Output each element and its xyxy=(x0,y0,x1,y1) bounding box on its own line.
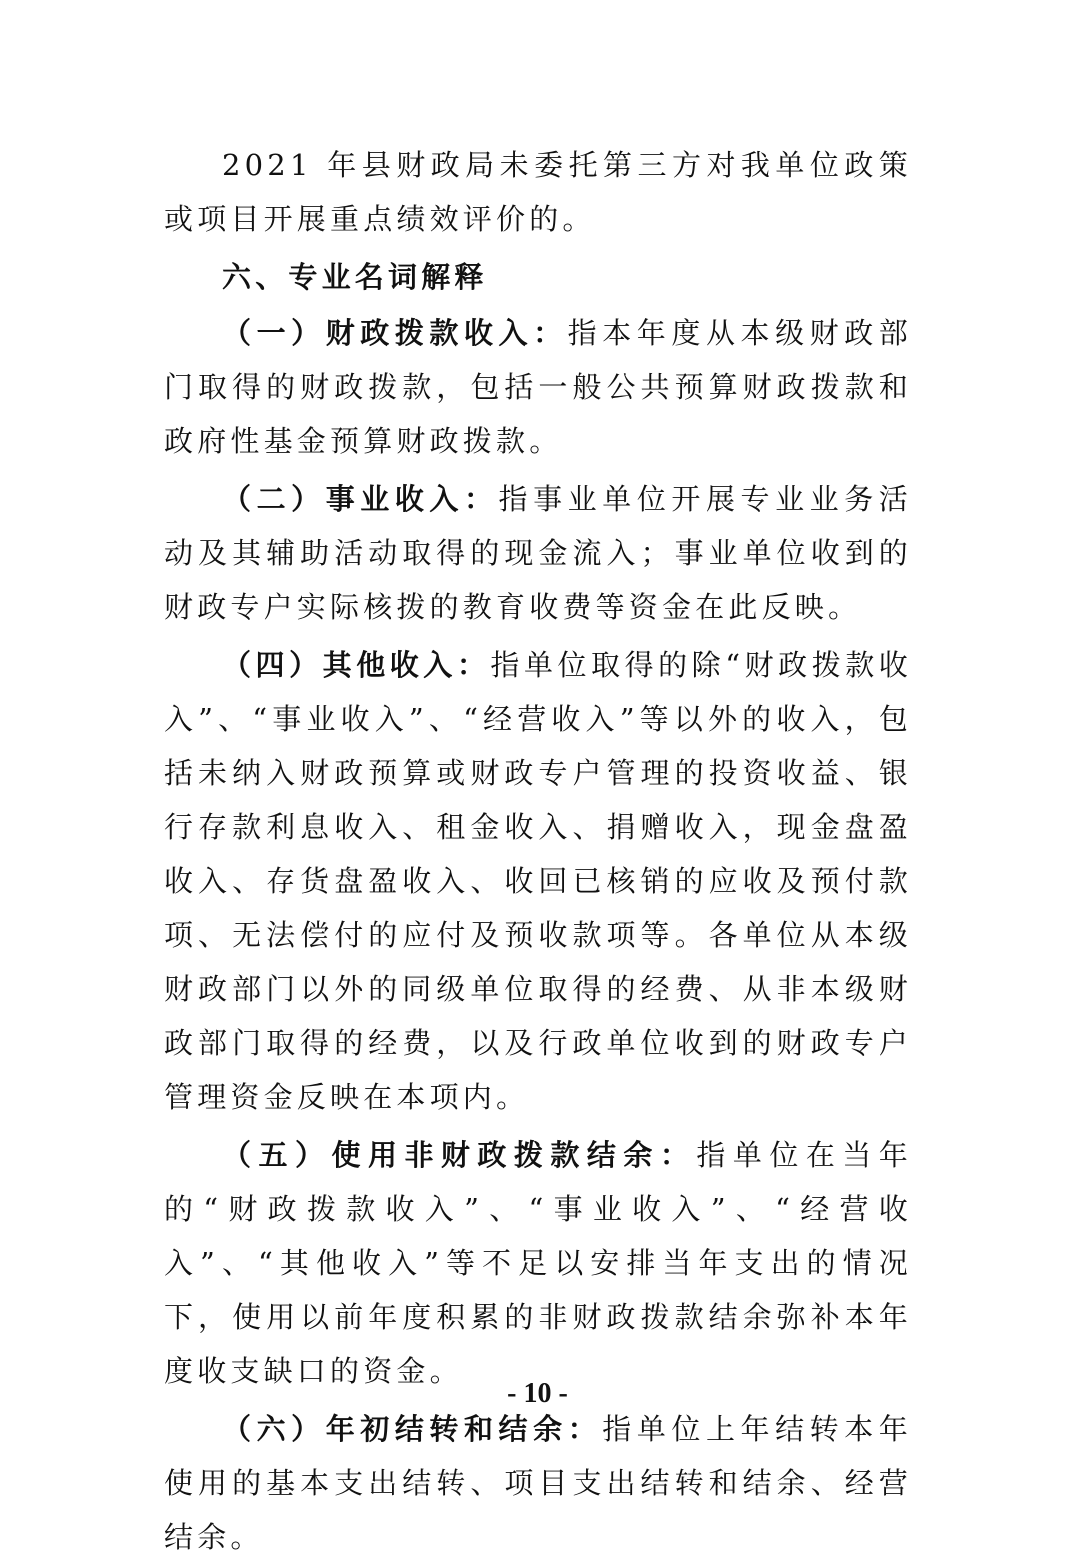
definition-text: 指单位在当年的“财政拨款收入”、“事业收入”、“经营收入”、“其他收入”等不足以安排当年支出的情况下，使用以前年度积累的非财政拨款结余弥补本年度收支缺口的资金。 xyxy=(164,1138,913,1388)
definition-item-6 xyxy=(164,1402,912,1564)
definition-text: 指本年度从本级财政部门取得的财政拨款，包括一般公共预算财政拨款和政府性基金预算财政拨款。 xyxy=(164,316,912,458)
definition-text: 指单位取得的除“财政拨款收入”、“事业收入”、“经营收入”等以外的收入，包括未纳入财政预算或财政专户管理的投资收益、银行存款利息收入、租金收入、捐赠收入，现金盘盈收入、存货盘盈收入、收回已核销的应收及预付款项、无法偿付的应付及预收款项等。各单位从本级财政部门以外的同级单位取得的经费、从非本级财政部门取得的经费，以及行政单位收到的财政专户管理资金反映在本项内。 xyxy=(164,648,912,1114)
section-heading: 六、专业名词解释 xyxy=(222,260,488,294)
definition-item-5 xyxy=(164,1128,912,1398)
definition-term: （四）其他收入： xyxy=(222,648,491,682)
definition-item-1 xyxy=(164,306,912,468)
definition-term: （一）财政拨款收入： xyxy=(222,316,568,350)
definition-text: 指事业单位开展专业业务活动及其辅助活动取得的现金流入；事业单位收到的财政专户实际核拨的教育收费等资金在此反映。 xyxy=(164,482,912,624)
page-content xyxy=(164,138,912,1564)
definition-term: （二）事业收入： xyxy=(222,482,499,516)
definition-term: （五）使用非财政拨款结余： xyxy=(222,1138,697,1172)
definition-item-4 xyxy=(164,638,912,1124)
definition-item-2 xyxy=(164,472,912,634)
page-number: - 10 - xyxy=(507,1378,568,1409)
definition-term: （六）年初结转和结余： xyxy=(222,1412,603,1446)
intro-paragraph: 2021 年县财政局未委托第三方对我单位政策或项目开展重点绩效评价的。 xyxy=(164,148,912,236)
definition-text: 指单位上年结转本年使用的基本支出结转、项目支出结转和结余、经营结余。 xyxy=(164,1412,912,1554)
